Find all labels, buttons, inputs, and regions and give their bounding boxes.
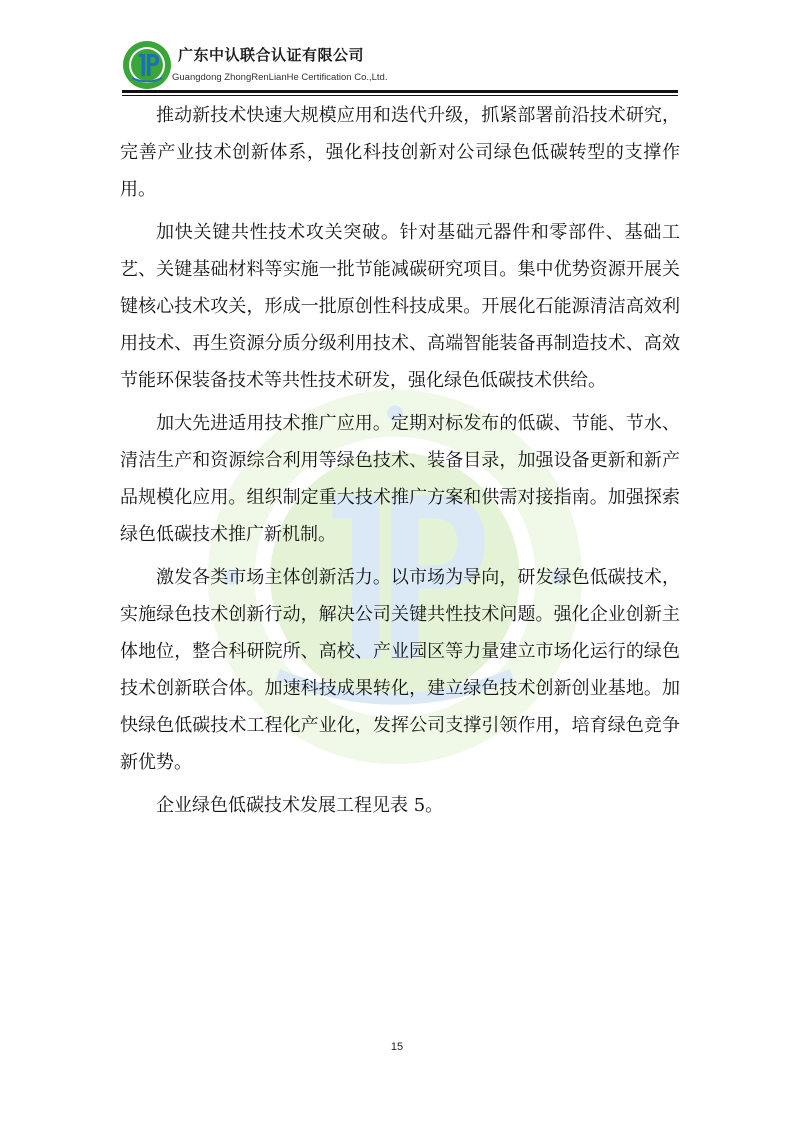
page-number: 15	[390, 1041, 404, 1053]
paragraph: 推动新技术快速大规模应用和迭代升级，抓紧部署前沿技术研究，完善产业技术创新体系，强化科技创新对公司绿色低碳转型的支撑作用。	[120, 105, 680, 200]
letterhead	[122, 40, 682, 98]
company-name: 广东中认联合认证有限公司	[178, 46, 365, 64]
paragraph: 加大先进适用技术推广应用。定期对标发布的低碳、节能、节水、清洁生产和资源综合利用等绿色技术、装备目录，加强设备更新和新产品规模化应用。组织制定重大技术推广方案和供需对接指南。加强探索绿色低碳技术推广新机制。	[120, 413, 680, 545]
certification-logo-icon	[122, 40, 172, 90]
paragraph: 企业绿色低碳技术发展工程见表 5。	[156, 795, 444, 816]
header-rule-thin	[122, 95, 678, 96]
company-name-english: Guangdong ZhongRenLianHe Certification Co.,Ltd.	[172, 72, 388, 83]
body-content	[120, 97, 680, 830]
paragraph: 加快关键共性技术攻关突破。针对基础元器件和零部件、基础工艺、关键基础材料等实施一批节能减碳研究项目。集中优势资源开展关键核心技术攻关，形成一批原创性科技成果。开展化石能源清洁高效利用技术、再生资源分质分级利用技术、高端智能装备再制造技术、高效节能环保装备技术等共性技术研发，强化绿色低碳技术供给。	[120, 222, 680, 391]
header-rule-thick	[122, 90, 678, 93]
paragraph: 激发各类市场主体创新活力。以市场为导向，研发绿色低碳技术，实施绿色技术创新行动，解决公司关键共性技术问题。强化企业创新主体地位，整合科研院所、高校、产业园区等力量建立市场化运行的绿色技术创新联合体。加速科技成果转化，建立绿色技术创新创业基地。加快绿色低碳技术工程化产业化，发挥公司支撑引领作用，培育绿色竞争新优势。	[120, 567, 680, 773]
